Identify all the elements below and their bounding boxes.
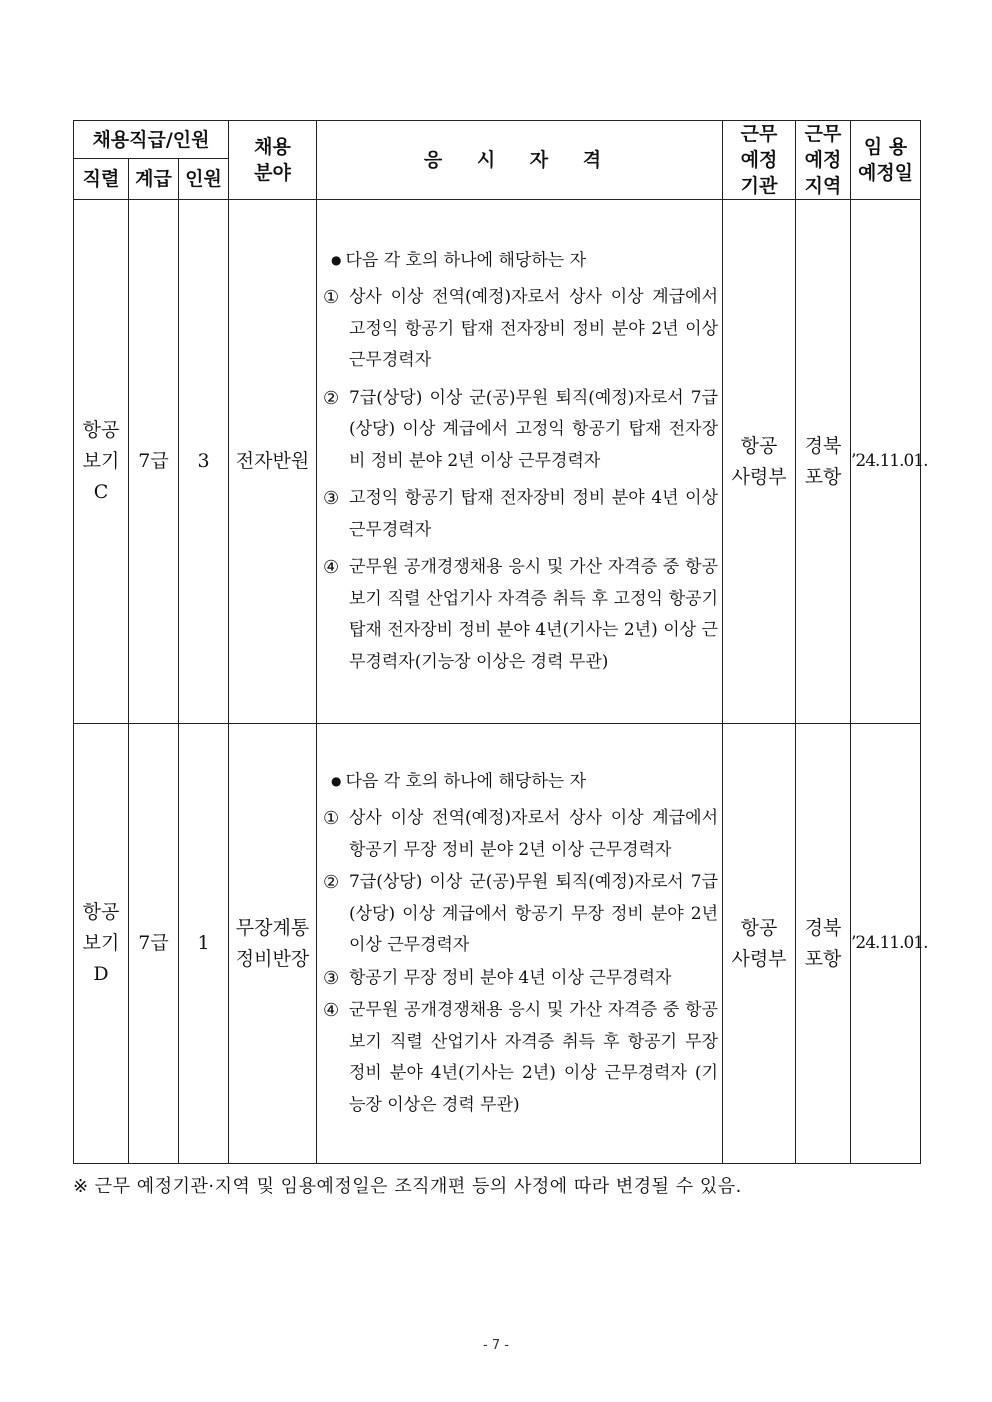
header-field (229, 121, 317, 200)
qualification-item: ② 7급(상당) 이상 군(공)무원 퇴직(예정)자로서 7급(상당) 이상 계급에서 항공기 무장 정비 분야 2년 이상 근무경력자 (323, 872, 718, 956)
page-number: - 7 - (483, 1338, 509, 1353)
series-line1: 항공 (82, 901, 120, 923)
qualification-intro: ● 다음 각 호의 하나에 해당하는 자 (331, 249, 586, 270)
recruitment-table (73, 120, 928, 1164)
field-cell (229, 724, 317, 1164)
header-grade: 계급 (129, 159, 179, 200)
header-org-line1: 근무 (740, 123, 778, 145)
series-line3: C (93, 481, 109, 503)
qualification-item: ③ 고정익 항공기 탑재 전자장비 정비 분야 4년 이상 근무경력자 (323, 488, 718, 540)
region-line2: 포항 (804, 947, 842, 970)
qualification-item: ③ 항공기 무장 정비 분야 4년 이상 근무경력자 (323, 967, 672, 989)
header-org-line3: 기관 (740, 175, 778, 197)
series-cell (74, 200, 129, 724)
qualification-intro: ● 다음 각 호의 하나에 해당하는 자 (331, 770, 586, 791)
qualification-item: ④ 군무원 공개경쟁채용 응시 및 가산 자격증 중 항공보기 직렬 산업기사 자격증 취득 후 항공기 무장 정비 분야 4년(기사는 2년) 이상 근무경력자 (기능장 이상은 경력 무관) (323, 1000, 718, 1115)
grade-cell: 7급 (129, 200, 179, 724)
org-line1: 항공 (740, 916, 778, 939)
qualification-cell (317, 724, 723, 1164)
qualification-item: ② 7급(상당) 이상 군(공)무원 퇴직(예정)자로서 7급(상당) 이상 계급에서 고정익 항공기 탑재 전자장비 정비 분야 2년 이상 근무경력자 (323, 387, 718, 471)
org-line1: 항공 (740, 434, 778, 457)
count-cell: 3 (179, 200, 229, 724)
header-row-top (74, 121, 921, 159)
header-field-line2: 분야 (254, 162, 291, 184)
header-field-line1: 채용 (254, 136, 291, 158)
header-region (796, 121, 851, 200)
header-date (851, 121, 921, 200)
org-cell (723, 724, 796, 1164)
field-line2: 정비반장 (235, 947, 310, 970)
field-line1: 무장계통 (235, 916, 310, 939)
header-date-line2: 예정일 (857, 162, 914, 184)
header-group: 채용직급/인원 (74, 121, 229, 159)
qualification-cell (317, 200, 723, 724)
header-date-line1: 임 용 (863, 136, 908, 158)
region-line1: 경북 (804, 434, 842, 457)
header-region-line2: 예정 (804, 149, 842, 171)
date-cell: ’24.11.01. (851, 724, 921, 1164)
count-cell: 1 (179, 724, 229, 1164)
bullet-icon: ● (331, 252, 342, 267)
table-row (74, 724, 921, 1164)
region-cell (796, 724, 851, 1164)
bullet-icon: ● (331, 773, 342, 788)
header-region-line3: 지역 (804, 175, 842, 197)
qualification-item: ① 상사 이상 전역(예정)자로서 상사 이상 계급에서 항공기 무장 정비 분야 2년 이상 근무경력자 (323, 808, 718, 860)
header-org (723, 121, 796, 200)
header-region-line1: 근무 (804, 123, 842, 145)
org-line2: 사령부 (731, 947, 787, 970)
header-count: 인원 (179, 159, 229, 200)
series-cell (74, 724, 129, 1164)
footnote: ※ 근무 예정기관·지역 및 임용예정일은 조직개편 등의 사정에 따라 변경될 수 있음. (73, 1176, 742, 1197)
date-cell: ’24.11.01. (851, 200, 921, 724)
qualification-item: ① 상사 이상 전역(예정)자로서 상사 이상 계급에서 고정익 항공기 탑재 전자장비 정비 분야 2년 이상 근무경력자 (323, 287, 718, 371)
region-line2: 포항 (804, 465, 842, 488)
series-line2: 보기 (82, 450, 120, 472)
qualification-item: ④ 군무원 공개경쟁채용 응시 및 가산 자격증 중 항공보기 직렬 산업기사 자격증 취득 후 고정익 항공기 탑재 전자장비 정비 분야 4년(기사는 2년) 이상 근무경력자(기능장 이상은 경력 무관) (323, 557, 718, 672)
series-line3: D (93, 963, 109, 985)
header-qualification: 응 시 자 격 (317, 121, 723, 200)
header-series: 직렬 (74, 159, 129, 200)
region-cell (796, 200, 851, 724)
series-line2: 보기 (82, 932, 120, 954)
region-line1: 경북 (804, 916, 842, 939)
table-row (74, 200, 921, 724)
grade-cell: 7급 (129, 724, 179, 1164)
field-cell: 전자반원 (229, 200, 317, 724)
org-line2: 사령부 (731, 465, 787, 488)
series-line1: 항공 (82, 419, 120, 441)
header-org-line2: 예정 (740, 149, 778, 171)
org-cell (723, 200, 796, 724)
